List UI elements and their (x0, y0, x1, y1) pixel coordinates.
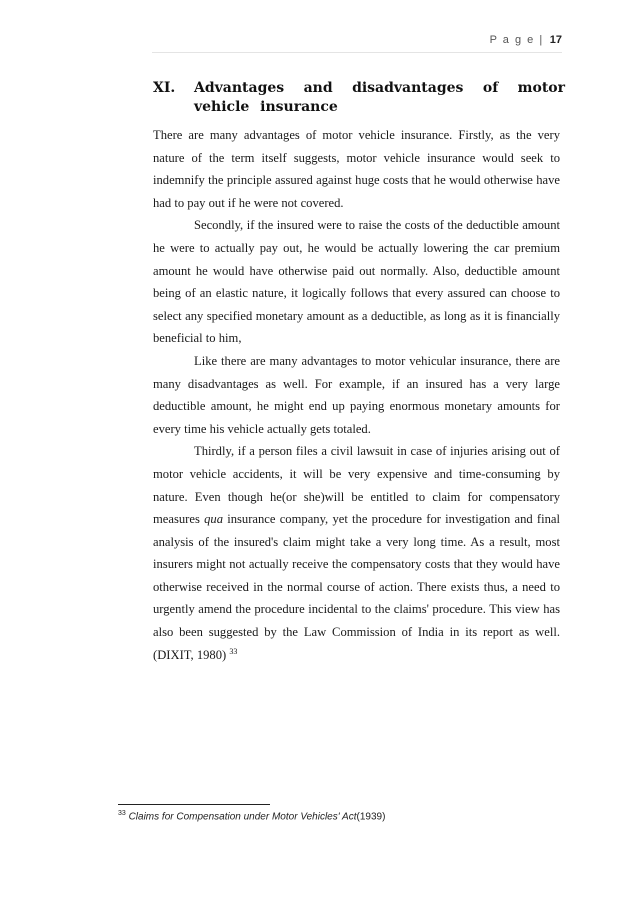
header-divider (152, 52, 562, 53)
paragraph-2: Secondly, if the insured were to raise the costs of the deductible amount he were to actually pay out, he would be actually lowering the car premium amount he would have otherwise paid out normally. Also, deductible amount being of an elastic nature, it logically follows that every assured can choose to select any specified monetary amount as a deductible, as long as it is financially beneficial to him, (153, 218, 560, 346)
footnote-citation: Claims for Compensation under Motor Vehicles' Act (128, 811, 357, 823)
footnote-year: (1939) (356, 811, 386, 823)
paragraph-4 (153, 440, 560, 666)
page-number: 17 (549, 34, 562, 46)
footnote (118, 810, 385, 822)
paragraph-1: There are many advantages of motor vehicle insurance. Firstly, as the very nature of the term itself suggests, motor vehicle insurance would seek to indemnify the principle assured against huge costs that he would otherwise have had to pay out if he were not covered. (153, 128, 560, 210)
page-separator: | (539, 34, 543, 46)
paragraph-4-text-a: Thirdly, if a person files a civil lawsuit in case of injuries arising out of motor vehicle accidents, it will be very expensive and time-consuming by nature. Even though he(or she)will be entitled to claim for compensatory measures (153, 444, 560, 527)
paragraph-4-text-b: insurance company, yet the procedure for investigation and final analysis of the insured's claim might take a very long time. As a result, most insurers might not actually receive the compensatory costs that they would have otherwise received in the normal course of action. There exists thus, a need to urgently amend the procedure incidental to the claims' procedure. This view has also been suggested by the Law Commission of India in its report as well. (DIXIT, 1980) (153, 512, 560, 662)
footnote-divider (118, 804, 270, 805)
paragraph-3: Like there are many advantages to motor vehicular insurance, there are many disadvantages as well. For example, if an insured has a very large deductible amount, he might end up paying enormous monetary amounts for every time his vehicle actually gets totaled. (153, 353, 560, 436)
paragraph-4-italic-term: qua (204, 512, 223, 527)
section-heading (153, 79, 565, 117)
body-text (153, 124, 560, 666)
section-number: XI. (153, 80, 176, 96)
footnote-reference[interactable]: 33 (229, 646, 238, 656)
page-header (490, 34, 562, 46)
footnote-marker: 33 (118, 810, 126, 817)
section-title: Advantages and disadvantages of motor vehicle insurance (194, 80, 565, 115)
page-label: P a g e (489, 34, 535, 46)
